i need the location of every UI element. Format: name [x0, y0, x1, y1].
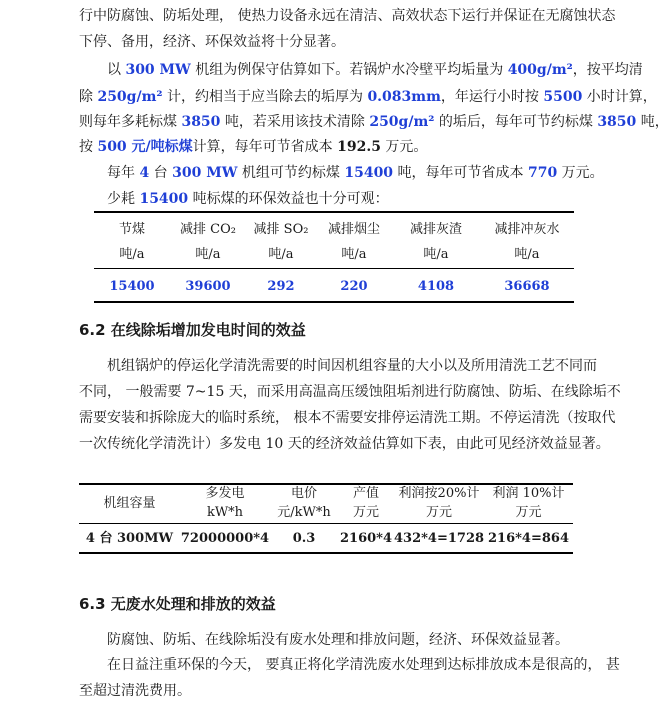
- text: 吨，每年可节省成本: [393, 165, 528, 181]
- text: 台: [149, 165, 173, 181]
- highlight: 5500: [543, 89, 583, 105]
- highlight: 300 MW: [125, 62, 191, 78]
- table-unit: 吨/a: [195, 247, 221, 262]
- table-cell: 4 台 300MW: [85, 531, 174, 546]
- text: 小时计算，: [582, 89, 657, 105]
- text: 少耗: [107, 191, 140, 207]
- text-line: [79, 87, 657, 107]
- text: 每年: [107, 165, 140, 181]
- table-cell: 2160*4: [339, 531, 393, 546]
- text-line: [107, 189, 389, 209]
- text: 机组为例保守估算如下。若锅炉水冷壁平均垢量为: [190, 62, 508, 78]
- text-line: 机组锅炉的停运化学清洗需要的时间因机组容量的大小以及所用清洗工艺不同而: [107, 358, 597, 374]
- section-heading: 6.3 无废水处理和排放的效益: [79, 595, 276, 613]
- highlight: 250g/m²: [97, 89, 163, 105]
- highlight: 0.083mm: [367, 89, 441, 105]
- table-header: 利润按20%计: [398, 486, 480, 501]
- table-unit: 吨/a: [119, 247, 145, 262]
- highlight: 500 元/吨标煤: [97, 139, 193, 155]
- text: 吨，若采用该技术清除: [220, 114, 370, 130]
- table-cell: 15400: [109, 279, 155, 294]
- text: 吨，: [636, 114, 669, 130]
- text: 机组可节约标煤: [237, 165, 345, 181]
- text: 万元。: [557, 165, 604, 181]
- table-mid-rule: [79, 523, 573, 524]
- table-header: kW*h: [206, 505, 244, 520]
- table-cell: 216*4=864: [487, 531, 569, 546]
- table-unit: 吨/a: [341, 247, 367, 262]
- table-header: 产值: [352, 486, 379, 501]
- text: 则每年多耗标煤: [79, 114, 182, 130]
- text-line: 不同， 一般需要 7~15 天，而采用高温高压缓蚀阻垢剂进行防腐蚀、防垢、在线除垢不: [79, 384, 621, 400]
- text: ，年运行小时按: [440, 89, 544, 105]
- section-heading: 6.2 在线除垢增加发电时间的效益: [79, 321, 306, 339]
- table-cell: 432*4=1728: [394, 531, 485, 546]
- table-cell: 72000000*4: [180, 531, 270, 546]
- table-cell: 220: [340, 279, 368, 294]
- highlight: 3850: [181, 114, 221, 130]
- text-line: 行中防腐蚀、防垢处理， 使热力设备永远在清洁、高效状态下运行并保证在无腐蚀状态: [79, 8, 616, 24]
- table-header: 万元: [515, 505, 542, 520]
- text: 按: [79, 139, 98, 155]
- text: ，按平均清: [572, 62, 643, 78]
- text: 的垢后，每年可节约标煤: [434, 114, 598, 130]
- text: 万元。: [380, 139, 428, 155]
- table-header: 减排烟尘: [327, 222, 380, 237]
- highlight: 192.5: [337, 139, 381, 155]
- text: 计，约相当于应当除去的垢厚为: [162, 89, 368, 105]
- table-bottom-rule: [79, 552, 573, 554]
- text: 除: [79, 89, 98, 105]
- text: 吨标煤的环保效益也十分可观：: [188, 191, 389, 207]
- table-unit: 吨/a: [514, 247, 540, 262]
- table-cell: 39600: [185, 279, 231, 294]
- text-line: [79, 137, 427, 157]
- highlight: 400g/m²: [507, 62, 573, 78]
- table-mid-rule: [94, 268, 574, 269]
- text-line: 在日益注重环保的今天， 要真正将化学清洗废水处理到达标排放成本是很高的， 甚: [107, 657, 620, 673]
- table-header: 减排 CO₂: [180, 222, 236, 237]
- text-line: 下停、备用，经济、环保效益将十分显著。: [79, 34, 345, 50]
- table-header: 减排冲灰水: [494, 222, 560, 237]
- table-header: 节煤: [118, 222, 145, 237]
- highlight: 3850: [597, 114, 637, 130]
- text: 以: [107, 62, 126, 78]
- highlight: 300 MW: [172, 165, 238, 181]
- table-bottom-rule: [94, 301, 574, 303]
- text-line: [107, 60, 643, 80]
- table-header: 利润 10%计: [492, 486, 565, 501]
- table-cell: 0.3: [292, 531, 316, 546]
- table-header: 元/kW*h: [277, 505, 331, 520]
- table-unit: 吨/a: [423, 247, 449, 262]
- highlight: 4: [139, 165, 150, 181]
- text-line: 防腐蚀、防垢、在线除垢没有废水处理和排放问题，经济、环保效益显著。: [107, 632, 569, 648]
- text-line: 一次传统化学清洗计）多发电 10 天的经济效益估算如下表，由此可见经济效益显著。: [79, 436, 610, 452]
- table-header: 万元: [425, 505, 452, 520]
- table-cell: 36668: [504, 279, 550, 294]
- highlight: 15400: [139, 191, 189, 207]
- table-unit: 吨/a: [268, 247, 294, 262]
- text: 计算，每年可节省成本: [192, 139, 338, 155]
- table-header: 机组容量: [103, 496, 156, 511]
- table-header: 减排灰渣: [409, 222, 462, 237]
- text-line: [79, 112, 669, 132]
- text-line: [107, 163, 604, 183]
- table-header: 减排 SO₂: [253, 222, 309, 237]
- table-top-rule: [94, 211, 574, 213]
- table-cell: 4108: [417, 279, 455, 294]
- highlight: 250g/m²: [369, 114, 435, 130]
- text-line: 需要安装和拆除庞大的临时系统， 根本不需要安排停运清洗工期。不停运清洗（按取代: [79, 410, 616, 426]
- table-header: 电价: [290, 486, 317, 501]
- highlight: 770: [527, 165, 558, 181]
- table-header: 万元: [352, 505, 379, 520]
- table-header: 多发电: [205, 486, 245, 501]
- text-line: 至超过清洗费用。: [79, 683, 191, 699]
- highlight: 15400: [344, 165, 394, 181]
- table-cell: 292: [267, 279, 295, 294]
